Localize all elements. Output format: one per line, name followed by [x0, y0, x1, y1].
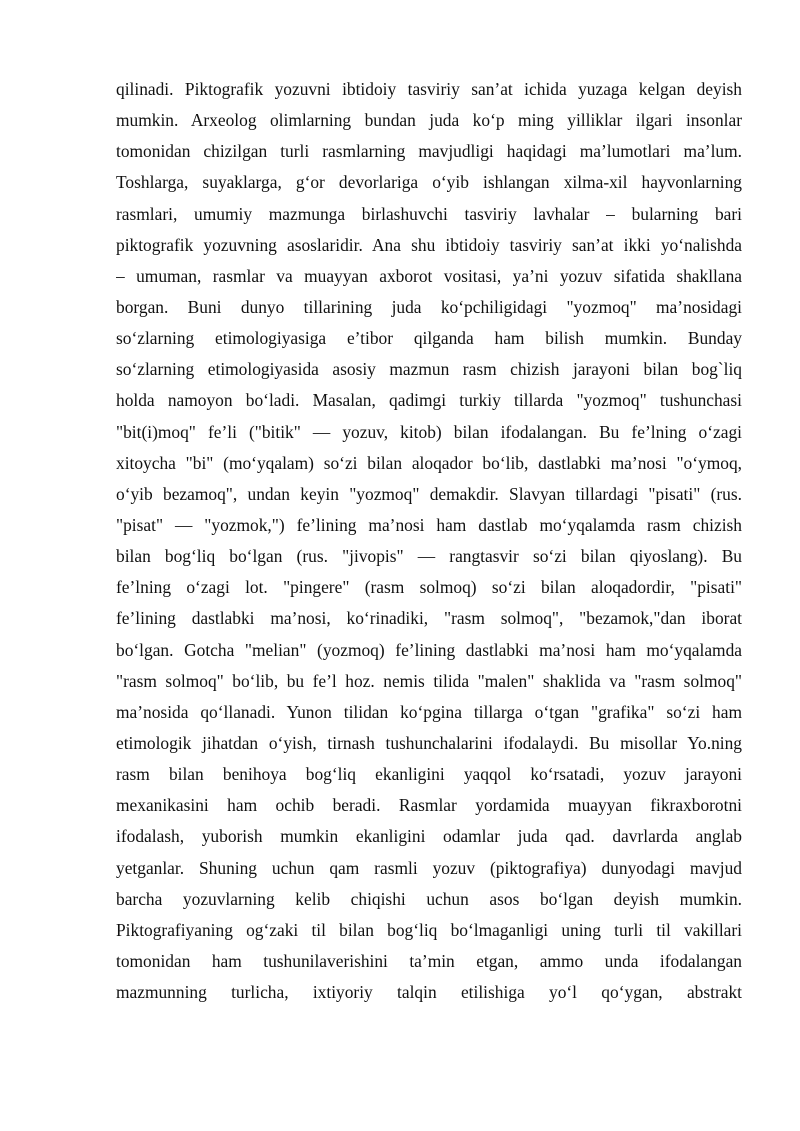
document-page: [116, 74, 742, 1008]
text-line: barcha yozuvlarning kelib chiqishi uchun asos bo‘lgan deyish mumkin.: [116, 888, 742, 909]
text-line: so‘zlarning etimologiyasiga e’tibor qilganda ham bilish mumkin. Bunday: [116, 328, 742, 349]
text-line: qilinadi. Piktografik yozuvni ibtidoiy tasviriy san’at ichida yuzaga kelgan deyish: [116, 79, 742, 99]
text-line: fe’lining dastlabki ma’nosi, ko‘rinadiki, "rasm solmoq", "bezamok,"dan iborat: [116, 608, 742, 629]
text-line: tomonidan ham tushunilaverishini ta’min etgan, ammo unda ifodalangan: [116, 950, 742, 971]
text-line: holda namoyon bo‘ladi. Masalan, qadimgi turkiy tillarda "yozmoq" tushunchasi: [116, 390, 742, 411]
text-line: mexanikasini ham ochib beradi. Rasmlar yordamida muayyan fikraxborotni: [116, 795, 742, 816]
text-line: etimologik jihatdan o‘yish, tirnash tushunchalarini ifodalaydi. Bu misollar Yo.ning: [116, 732, 742, 753]
text-line: fe’lning o‘zagi lot. "pingere" (rasm solmoq) so‘zi bilan aloqadordir, "pisati": [116, 577, 742, 598]
text-line: ifodalash, yuborish mumkin ekanligini odamlar juda qad. davrlarda anglab: [116, 826, 742, 847]
text-line: Toshlarga, suyaklarga, g‘or devorlariga o‘yib ishlangan xilma-xil hayvonlarning: [116, 172, 742, 193]
text-line: yetganlar. Shuning uchun qam rasmli yozuv (piktografiya) dunyodagi mavjud: [116, 857, 742, 878]
text-line: piktografik yozuvning asoslaridir. Ana shu ibtidoiy tasviriy san’at ikki yo‘nalishda: [116, 234, 742, 255]
text-line: rasm bilan benihoya bog‘liq ekanligini yaqqol ko‘rsatadi, yozuv jarayoni: [116, 764, 742, 785]
text-line: – umuman, rasmlar va muayyan axborot vositasi, ya’ni yozuv sifatida shakllana: [116, 265, 742, 286]
text-line: ma’nosida qo‘llanadi. Yunon tilidan ko‘pgina tillarga o‘tgan "grafika" so‘zi ham: [116, 701, 742, 722]
text-line: bo‘lgan. Gotcha "melian" (yozmoq) fe’lining dastlabki ma’nosi ham mo‘yqalamda: [116, 639, 742, 660]
text-line: mumkin. Arxeolog olimlarning bundan juda ko‘p ming yilliklar ilgari insonlar: [116, 110, 742, 131]
text-line: mazmunning turlicha, ixtiyoriy talqin etilishiga yo‘l qo‘ygan, abstrakt: [116, 982, 742, 1003]
text-line: borgan. Buni dunyo tillarining juda ko‘pchiligidagi "yozmoq" ma’nosidagi: [116, 296, 742, 317]
text-line: xitoycha "bi" (mo‘yqalam) so‘zi bilan aloqador bo‘lib, dastlabki ma’nosi "o‘ymoq,: [116, 452, 742, 473]
text-line: "pisat" — "yozmok,") fe’lining ma’nosi ham dastlab mo‘yqalamda rasm chizish: [116, 514, 742, 535]
text-line: bilan bog‘liq bo‘lgan (rus. "jivopis" — rangtasvir so‘zi bilan qiyoslang). Bu: [116, 546, 742, 567]
text-line: o‘yib bezamoq", undan keyin "yozmoq" demakdir. Slavyan tillardagi "pisati" (rus.: [116, 483, 742, 504]
text-line: tomonidan chizilgan turli rasmlarning mavjudligi haqidagi ma’lumotlari ma’lum.: [116, 141, 742, 162]
text-line: "rasm solmoq" bo‘lib, bu fe’l hoz. nemis tilida "malen" shaklida va "rasm solmoq": [116, 670, 742, 691]
text-line: so‘zlarning etimologiyasida asosiy mazmun rasm chizish jarayoni bilan bog`liq: [116, 359, 742, 380]
text-line: Piktografiyaning og‘zaki til bilan bog‘liq bo‘lmaganligi uning turli til vakillari: [116, 919, 742, 940]
text-line: rasmlari, umumiy mazmunga birlashuvchi tasviriy lavhalar – bularning bari: [116, 203, 742, 224]
text-line: "bit(i)moq" fe’li ("bitik" — yozuv, kitob) bilan ifodalangan. Bu fe’lning o‘zagi: [116, 421, 742, 442]
